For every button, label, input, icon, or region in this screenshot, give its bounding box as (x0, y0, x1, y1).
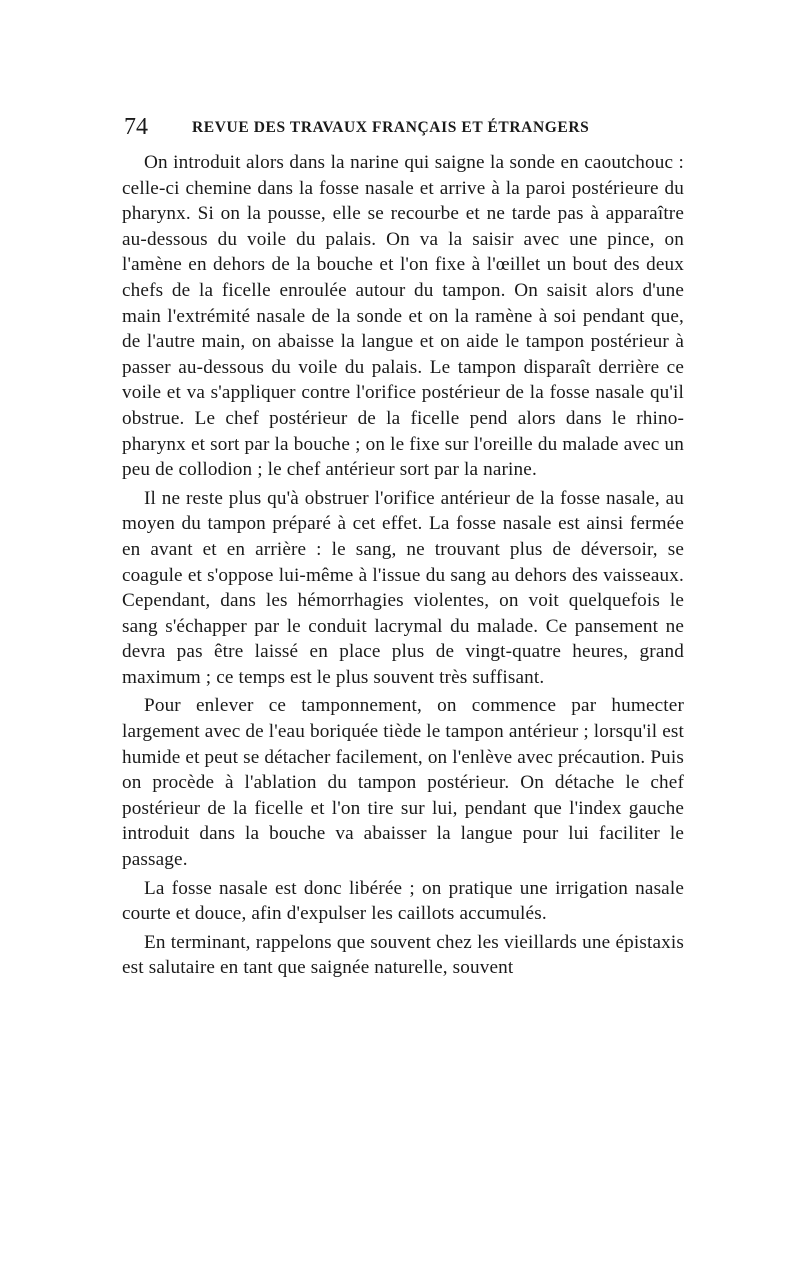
body-text (122, 150, 684, 981)
paragraph-en-terminant: En terminant, rappelons que souvent chez les vieillards une épistaxis est salutaire en tant que saignée naturelle, souvent (122, 931, 684, 979)
running-title: REVUE DES TRAVAUX FRANÇAIS ET ÉTRANGERS (192, 119, 590, 136)
paragraph-fosse-liberee: La fosse nasale est donc libérée ; on pratique une irrigation nasale courte et douce, afin d'expulser les caillots accumulés. (122, 877, 684, 925)
paragraph-orifice-anterieur: Il ne reste plus qu'à obstruer l'orifice antérieur de la fosse nasale, au moyen du tampon préparé à cet effet. La fosse nasale est ainsi fermée en avant et en arrière : le sang, ne trouvant plus de déversoir, se coagule et s'oppose lui-même à l'issue du sang au dehors des vaisseaux. Cependant, dans les hémorrhagies violentes, on voit quelquefois le sang s'échapper par le conduit lacrymal du malade. Ce pansement ne devra pas être laissé en place plus de vingt-quatre heures, grand maximum ; ce temps est le plus souvent très suffisant. (122, 487, 684, 688)
paragraph-tamponnement-posterieur: On introduit alors dans la narine qui saigne la sonde en caoutchouc : celle-ci chemine dans la fosse nasale et arrive à la paroi postérieure du pharynx. Si on la pousse, elle se recourbe et ne tarde pas à apparaître au-dessous du voile du palais. On va la saisir avec une pince, on l'amène en dehors de la bouche et l'on fixe à l'œillet un bout des deux chefs de la ficelle enroulée autour du tampon. On saisit alors d'une main l'extrémité nasale de la sonde et on la ramène à soi pendant que, de l'autre main, on abaisse la langue et on aide le tampon postérieur à passer au-dessous du voile du palais. Le tampon disparaît derrière ce voile et va s'appliquer contre l'orifice postérieur de la fosse nasale qu'il obstrue. Le chef postérieur de la ficelle pend alors dans le rhino-pharynx et sort par la bouche ; on le fixe sur l'oreille du malade avec un peu de collodion ; le chef antérieur sort par la narine. (122, 152, 684, 481)
page-number: 74 (124, 114, 148, 140)
paragraph-enlever-tamponnement: Pour enlever ce tamponnement, on commence par humecter largement avec de l'eau boriquée tiède le tampon antérieur ; lorsqu'il est humide et peut se détacher facilement, on l'enlève avec précaution. Puis on procède à l'ablation du tampon postérieur. On détache le chef postérieur de la ficelle et l'on tire sur lui, pendant que l'index gauche introduit dans la bouche va abaisser la langue pour lui faciliter le passage. (122, 695, 684, 871)
running-head (124, 112, 684, 142)
